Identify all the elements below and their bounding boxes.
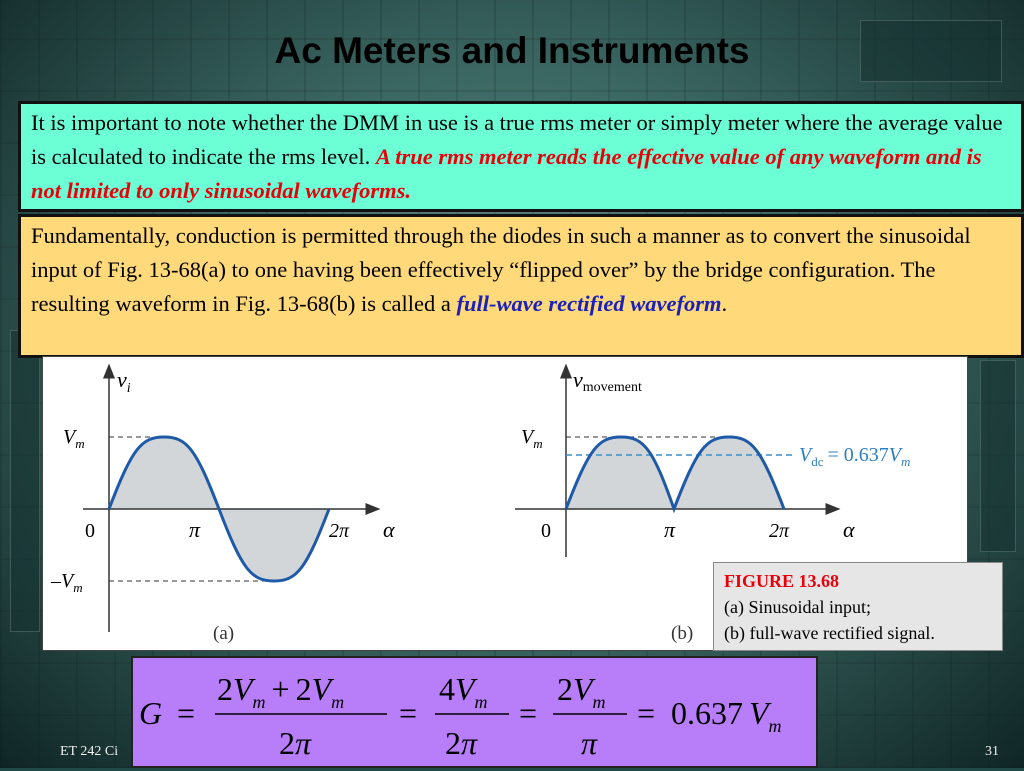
circuit-board-decoration [980,360,1016,552]
vdc-label-sub: dc [811,454,824,469]
f1-den-pi: π [295,725,312,761]
formula-result-sub: m [768,716,782,736]
svg-text:Vm [521,426,543,451]
f3-num-b: V [573,671,593,707]
y-label-b-sub: movement [582,380,642,395]
vdc-vm-sub: m [901,454,911,469]
vm-label-a-sub: m [75,436,85,451]
alpha-label-a: α [383,517,395,542]
svg-text:vi [117,367,131,396]
svg-text:2π [445,725,478,761]
formula-result: 0.637 [671,695,743,731]
vdc-label: V [799,444,812,466]
conduction-note-emphasis: full-wave rectified waveform [456,291,722,316]
formula-equation [133,658,816,766]
vdc-equation: = 0.637 [827,444,889,466]
f1-den: 2 [279,725,295,761]
f1-num-sub: m [252,692,266,712]
f3-num-a: 2 [557,671,573,707]
formula-eq-4: = [637,695,656,731]
svg-text:2Vm+2Vm [217,671,344,712]
zero-label-a: 0 [85,520,95,542]
two-pi-label-b: 2π [769,520,790,542]
conduction-note-text: Fundamentally, conduction is permitted through the diodes in such a manner as to convert the sinusoidal input of Fig. 13-68(a) to one having been effectively “flipped over” by the bridge configuration. The resulting waveform in Fig. 13-68(b) is called a [31,223,971,316]
f2-den: 2 [445,725,461,761]
rms-note-emphasis: A true rms meter reads the effective value of any waveform and is not limited to only sinusoidal waveforms. [31,144,982,203]
formula-box [131,656,818,768]
f3-den-pi: π [581,725,598,761]
rms-note-text: It is important to note whether the DMM in use is a true rms meter or simply meter where the average value is calculated to indicate the rms level. [31,110,1003,169]
svg-text:–Vm [50,570,83,595]
caption-line-1: (a) Sinusoidal input; [724,597,871,617]
panel-label-a: (a) [213,623,235,644]
f2-num-sub: m [474,692,488,712]
svg-text:vmovement [573,367,642,395]
f2-num-a: 4 [439,671,455,707]
formula-result-v: V [749,695,769,731]
vm-label-b-sub: m [533,436,543,451]
two-pi-label-a: 2π [329,520,350,542]
conduction-note-box [18,214,1024,358]
figure-caption [713,562,1003,651]
slide-title: Ac Meters and Instruments [274,30,750,71]
svg-text:Vdc= 0.637Vm [799,444,910,469]
footer-course: ET 242 Ci [60,744,119,759]
vdc-vm: V [888,444,901,466]
f1-num-b: V [233,671,253,707]
y-label-a: v [117,367,127,392]
conduction-note-end: . [721,291,728,316]
formula-eq-1: = [177,695,196,731]
f3-num-sub: m [592,692,606,712]
f1-plus: + [271,671,290,707]
vm-label-b: V [521,426,534,448]
formula-lhs: G [139,695,163,731]
f2-num-b: V [455,671,475,707]
y-label-a-sub: i [126,381,131,396]
pi-label-b: π [664,517,676,542]
f1-num-sub2: m [331,692,345,712]
panel-label-b: (b) [671,623,694,644]
vm-label-a: V [63,426,76,448]
f1-num-c: 2 [295,671,312,707]
circuit-board-decoration [10,330,40,632]
neg-vm-label-a: –V [51,570,74,592]
f1-num-d: V [311,671,332,707]
svg-text:2Vm [557,671,606,712]
zero-label-b: 0 [541,520,551,542]
formula-eq-3: = [519,695,538,731]
caption-title: FIGURE 13.68 [724,571,840,591]
page-number: 31 [985,744,999,759]
panel-a [50,367,395,644]
neg-vm-label-a-sub: m [73,580,83,595]
pi-label-a: π [189,517,201,542]
f2-den-pi: π [461,725,478,761]
alpha-label-b: α [843,517,855,542]
svg-text:2π [279,725,312,761]
formula-eq-2: = [399,695,418,731]
rms-note-box [18,101,1024,212]
y-label-b: v [573,367,583,392]
svg-text:4Vm [439,671,488,712]
svg-text:Vm [63,426,85,451]
f1-num-a: 2 [217,671,233,707]
svg-text:0.637Vm [671,695,782,736]
caption-line-2: (b) full-wave rectified signal. [724,623,935,643]
